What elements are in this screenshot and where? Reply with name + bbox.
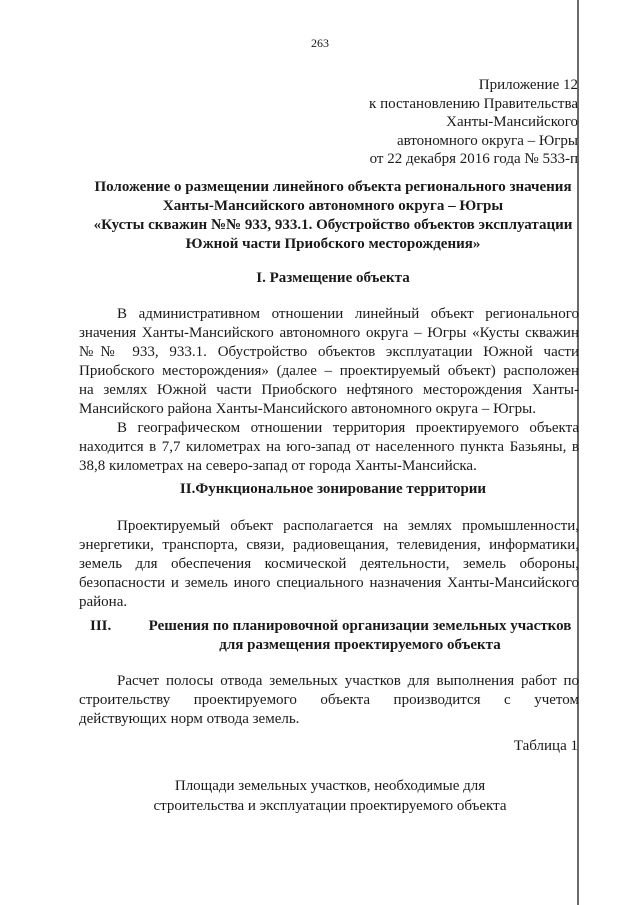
text-line: Проектируемый объект располагается на землях промышленности, bbox=[117, 518, 579, 534]
page-number: 263 bbox=[311, 36, 329, 50]
text-line: земель для обеспечения космической деятельности, земель обороны, bbox=[79, 556, 579, 572]
section-1-heading: I. Размещение объекта bbox=[256, 270, 410, 286]
appendix-line: Приложение 12 bbox=[478, 77, 578, 93]
section-3-paragraph-1 bbox=[79, 672, 579, 729]
appendix-line: автономного округа – Югры bbox=[396, 132, 578, 149]
text-line: Расчет полосы отвода земельных участков для выполнения работ по bbox=[117, 673, 579, 689]
heading-line: Решения по планировочной организации земельных участков bbox=[148, 618, 572, 634]
caption-line: Площади земельных участков, необходимые для bbox=[174, 778, 486, 794]
caption-line: строительства и эксплуатации проектируемого объекта bbox=[153, 798, 507, 814]
text-line: Приобского месторождения» (далее – проектируемый объект) расположен bbox=[79, 363, 579, 379]
appendix-line: от 22 декабря 2016 года № 533-п bbox=[369, 151, 578, 167]
section-2-paragraph-1 bbox=[79, 517, 579, 612]
heading-line: для размещения проектируемого объекта bbox=[219, 637, 501, 653]
title-line: Ханты-Мансийского автономного округа – Югры bbox=[162, 198, 504, 214]
section-3-heading bbox=[140, 617, 580, 655]
text-line: №№ 933, 933.1. Обустройство объектов эксплуатации Южной части bbox=[79, 344, 579, 360]
text-line: В административном отношении линейный объект регионального bbox=[117, 306, 579, 322]
text-line: энергетики, транспорта, связи, радиовещания, телевидения, информатики, bbox=[79, 537, 579, 553]
table-label: Таблица 1 bbox=[513, 738, 578, 754]
text-line: В географическом отношении территория проектируемого объекта bbox=[117, 420, 579, 436]
text-line: 38,8 километрах на северо-запад от города Ханты-Мансийска. bbox=[79, 458, 477, 474]
title-line: Положение о размещении линейного объекта регионального значения bbox=[94, 179, 572, 195]
appendix-block bbox=[369, 76, 578, 169]
text-line: района. bbox=[79, 594, 128, 610]
text-line: безопасности и земель иного специального назначения Ханты-Мансийского bbox=[79, 575, 579, 591]
section-2-heading: II.Функциональное зонирование территории bbox=[179, 481, 487, 497]
text-line: Мансийского района Ханты-Мансийского автономного округа – Югры. bbox=[79, 401, 536, 417]
title-line: «Кусты скважин №№ 933, 933.1. Обустройство объектов эксплуатации bbox=[93, 217, 573, 233]
title-line: Южной части Приобского месторождения» bbox=[185, 236, 481, 252]
section-1-paragraph-1 bbox=[79, 305, 579, 419]
text-line: на землях Южной части Приобского нефтяного месторождения Ханты- bbox=[79, 382, 579, 398]
text-line: значения Ханты-Мансийского автономного округа – Югры «Кусты скважин bbox=[79, 325, 579, 341]
document-title bbox=[68, 178, 598, 254]
table-caption bbox=[100, 776, 560, 816]
text-line: строительству проектируемого объекта производится с учетом bbox=[79, 692, 579, 708]
appendix-line: к постановлению Правительства bbox=[369, 95, 578, 112]
section-3-number: III. bbox=[90, 618, 112, 634]
appendix-line: Ханты-Мансийского bbox=[446, 114, 578, 130]
text-line: действующих норм отвода земель. bbox=[79, 711, 300, 727]
section-1-paragraph-2 bbox=[79, 419, 579, 476]
text-line: находится в 7,7 километрах на юго-запад от населенного пункта Базьяны, в bbox=[79, 439, 579, 455]
